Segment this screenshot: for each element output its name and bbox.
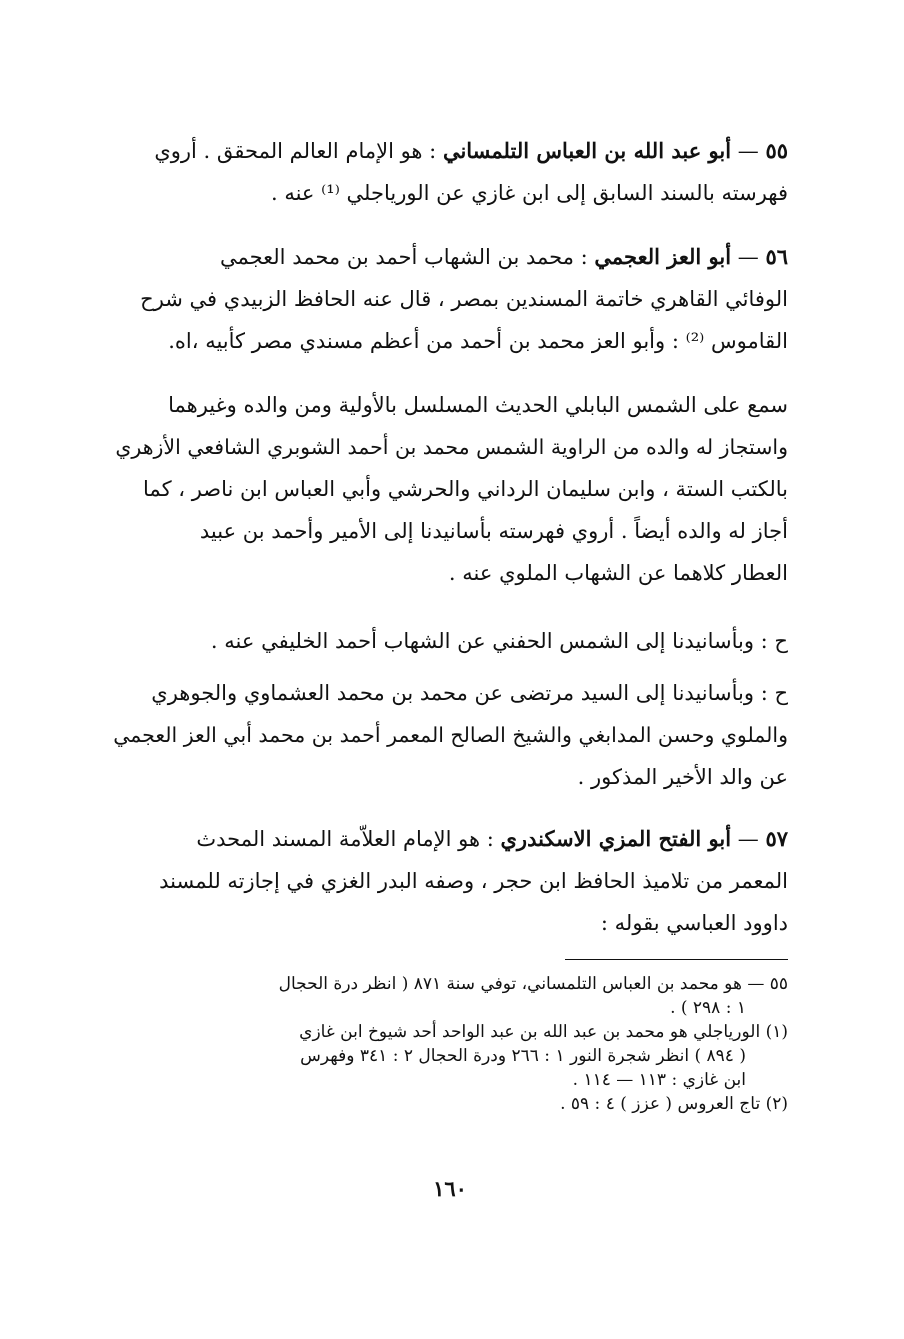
entry-57-line-1 — [108, 818, 788, 860]
paragraph-line: ح : وبأسانيدنا إلى الشمس الحفني عن الشهاب أحمد الخليفي عنه . — [210, 629, 788, 653]
entry-57 — [108, 818, 788, 944]
footnote-2-line-1: (٢) تاج العروس ( عزز ) ٤ : ٥٩ . — [560, 1094, 788, 1114]
footnote-1-line-1: (١) الورياجلي هو محمد بن عبد الله بن عبد الواحد أحد شيوخ ابن غازي — [299, 1022, 788, 1042]
paragraph-line: والملوي وحسن المدابغي والشيخ الصالح المعمر أحمد بن محمد أبي العز العجمي — [113, 723, 788, 747]
footnotes — [108, 972, 788, 1116]
entry-number: ٥٥ — [765, 138, 788, 163]
entry-number: ٥٧ — [765, 826, 788, 851]
entry-heading-name: أبو الفتح المزي الاسكندري — [500, 826, 732, 851]
entry-dash: — — [737, 827, 759, 851]
paragraph-line: بالكتب الستة ، وابن سليمان الرداني والحرشي وأبي العباس ابن ناصر ، كما — [143, 477, 788, 501]
entry-56-line-1 — [108, 236, 788, 278]
paragraph-h-2 — [108, 672, 788, 798]
paragraph-line: واستجاز له والده من الراوية الشمس محمد بن أحمد الشوبري الشافعي الأزهري — [115, 435, 788, 459]
paragraph-line: ح : وبأسانيدنا إلى السيد مرتضى عن محمد بن محمد العشماوي والجوهري — [151, 681, 788, 705]
paragraph-line: العطار كلاهما عن الشهاب الملوي عنه . — [448, 561, 788, 585]
entry-dash: — — [737, 245, 759, 269]
paragraph-line: عن والد الأخير المذكور . — [577, 765, 788, 789]
paragraph-heard — [108, 384, 788, 594]
entry-57-line-2: المعمر من تلاميذ الحافظ ابن حجر ، وصفه البدر الغزي في إجازته للمسند — [159, 869, 788, 893]
page-number: ١٦٠ — [433, 1176, 467, 1201]
entry-55-line-2: فهرسته بالسند السابق إلى ابن غازي عن الورياجلي ⁽¹⁾ عنه . — [270, 181, 788, 205]
entry-55-line-1 — [108, 130, 788, 172]
entry-text: : محمد بن الشهاب أحمد بن محمد العجمي — [219, 245, 595, 269]
entry-56-line-3: القاموس ⁽²⁾ : وأبو العز محمد بن أحمد من أعظم مسندي مصر كأبيه ،اه. — [168, 329, 788, 353]
entry-57-line-3: داوود العباسي بقوله : — [600, 911, 788, 935]
entry-dash: — — [737, 139, 759, 163]
entry-text: : هو الإمام العلاّمة المسند المحدث — [196, 827, 501, 851]
entry-text: : هو الإمام العالم المحقق . أروي — [154, 139, 443, 163]
entry-heading-name: أبو عبد الله بن العباس التلمساني — [442, 138, 732, 163]
entry-55 — [108, 130, 788, 214]
entry-number: ٥٦ — [765, 244, 788, 269]
paragraph-h-1 — [108, 620, 788, 662]
footnote-1-line-3: ابن غازي : ١١٣ — ١١٤ . — [572, 1070, 746, 1090]
footnote-55-line-1: ٥٥ — هو محمد بن العباس التلمساني، توفي سنة ٨٧١ ( انظر درة الحجال — [278, 974, 788, 994]
footnote-separator — [565, 959, 788, 960]
paragraph-line: أجاز له والده أيضاً . أروي فهرسته بأسانيدنا إلى الأمير وأحمد بن عبيد — [199, 519, 788, 543]
entry-heading-name: أبو العز العجمي — [594, 244, 732, 269]
footnote-1-line-2: ( ٨٩٤ ) انظر شجرة النور ١ : ٢٦٦ ودرة الحجال ٢ : ٣٤١ وفهرس — [300, 1046, 746, 1066]
paragraph-line: سمع على الشمس البابلي الحديث المسلسل بالأولية ومن والده وغيرهما — [168, 393, 788, 417]
entry-56-line-2: الوفائي القاهري خاتمة المسندين بمصر ، قال عنه الحافظ الزبيدي في شرح — [140, 287, 788, 311]
footnote-55-line-2: ١ : ٢٩٨ ) . — [670, 998, 746, 1018]
entry-56 — [108, 236, 788, 362]
